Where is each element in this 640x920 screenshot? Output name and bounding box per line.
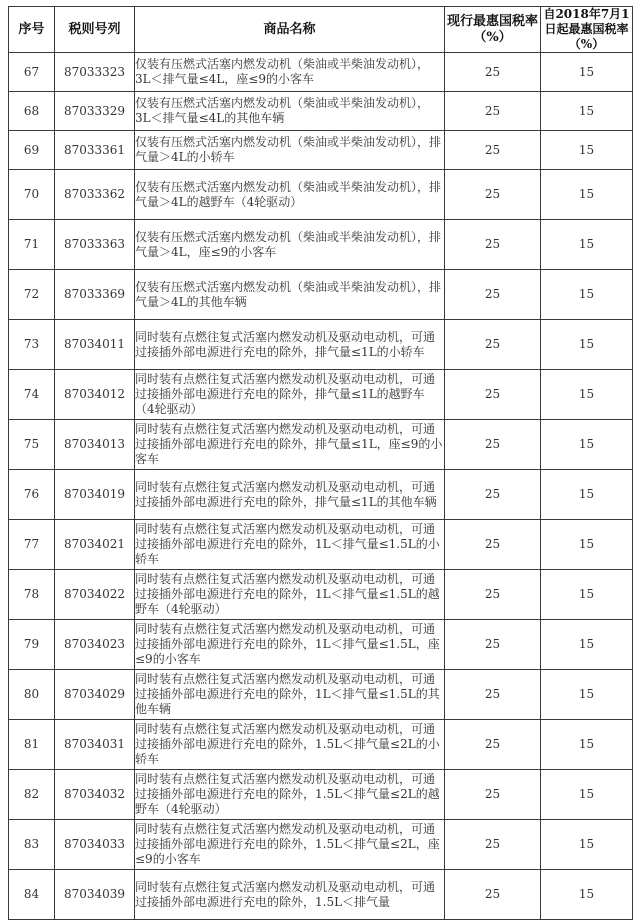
- row-name: 仅装有压燃式活塞内燃发动机（柴油或半柴油发动机），排气量＞4L的越野车（4轮驱动）: [135, 170, 445, 220]
- row-code: 87033362: [55, 170, 135, 220]
- header-no: 序号: [9, 7, 55, 53]
- row-name: 仅装有压燃式活塞内燃发动机（柴油或半柴油发动机），排气量＞4L，座≤9的小客车: [135, 220, 445, 270]
- row-code: 87033323: [55, 53, 135, 92]
- row-current-rate: 25: [445, 470, 541, 520]
- row-no: 72: [9, 270, 55, 320]
- row-new-rate: 15: [541, 620, 633, 670]
- row-code: 87034023: [55, 620, 135, 670]
- row-new-rate: 15: [541, 470, 633, 520]
- row-name: 同时装有点燃往复式活塞内燃发动机及驱动电动机，可通过接插外部电源进行充电的除外，1.5L＜排气量≤2L的越野车（4轮驱动）: [135, 770, 445, 820]
- row-code: 87034033: [55, 820, 135, 870]
- row-code: 87034013: [55, 420, 135, 470]
- row-name: 同时装有点燃往复式活塞内燃发动机及驱动电动机，可通过接插外部电源进行充电的除外，1L＜排气量≤1.5L的小轿车: [135, 520, 445, 570]
- header-new-rate: 自2018年7月1日起最惠国税率（%）: [541, 7, 633, 53]
- table-row: [9, 92, 633, 131]
- row-name: 同时装有点燃往复式活塞内燃发动机及驱动电动机，可通过接插外部电源进行充电的除外，排气量≤1L的小轿车: [135, 320, 445, 370]
- row-current-rate: 25: [445, 620, 541, 670]
- row-new-rate: 15: [541, 270, 633, 320]
- table-row: [9, 370, 633, 420]
- row-name: 同时装有点燃往复式活塞内燃发动机及驱动电动机，可通过接插外部电源进行充电的除外，1L＜排气量≤1.5L的越野车（4轮驱动）: [135, 570, 445, 620]
- row-new-rate: 15: [541, 720, 633, 770]
- row-code: 87034021: [55, 520, 135, 570]
- row-no: 68: [9, 92, 55, 131]
- row-code: 87034039: [55, 870, 135, 920]
- row-no: 74: [9, 370, 55, 420]
- table-row: [9, 720, 633, 770]
- row-code: 87033361: [55, 131, 135, 170]
- row-current-rate: 25: [445, 92, 541, 131]
- table-row: [9, 670, 633, 720]
- row-current-rate: 25: [445, 170, 541, 220]
- row-new-rate: 15: [541, 370, 633, 420]
- row-name: 同时装有点燃往复式活塞内燃发动机及驱动电动机，可通过接插外部电源进行充电的除外，1L＜排气量≤1.5L的其他车辆: [135, 670, 445, 720]
- row-name: 仅装有压燃式活塞内燃发动机（柴油或半柴油发动机），排气量＞4L的其他车辆: [135, 270, 445, 320]
- row-new-rate: 15: [541, 670, 633, 720]
- row-new-rate: 15: [541, 770, 633, 820]
- row-new-rate: 15: [541, 570, 633, 620]
- header-row: [9, 7, 633, 53]
- row-new-rate: 15: [541, 170, 633, 220]
- row-current-rate: 25: [445, 720, 541, 770]
- row-no: 82: [9, 770, 55, 820]
- row-name: 仅装有压燃式活塞内燃发动机（柴油或半柴油发动机），排气量＞4L的小轿车: [135, 131, 445, 170]
- row-code: 87033363: [55, 220, 135, 270]
- table-row: [9, 870, 633, 920]
- row-no: 71: [9, 220, 55, 270]
- row-code: 87033369: [55, 270, 135, 320]
- row-current-rate: 25: [445, 131, 541, 170]
- table-row: [9, 320, 633, 370]
- row-current-rate: 25: [445, 370, 541, 420]
- row-new-rate: 15: [541, 131, 633, 170]
- row-current-rate: 25: [445, 420, 541, 470]
- row-name: 同时装有点燃往复式活塞内燃发动机及驱动电动机，可通过接插外部电源进行充电的除外，排气量≤1L的其他车辆: [135, 470, 445, 520]
- row-new-rate: 15: [541, 53, 633, 92]
- row-no: 73: [9, 320, 55, 370]
- row-name: 同时装有点燃往复式活塞内燃发动机及驱动电动机，可通过接插外部电源进行充电的除外，排气量≤1L，座≤9的小客车: [135, 420, 445, 470]
- row-no: 69: [9, 131, 55, 170]
- row-current-rate: 25: [445, 53, 541, 92]
- row-current-rate: 25: [445, 820, 541, 870]
- row-name: 同时装有点燃往复式活塞内燃发动机及驱动电动机，可通过接插外部电源进行充电的除外，排气量≤1L的越野车（4轮驱动）: [135, 370, 445, 420]
- table-row: [9, 470, 633, 520]
- row-no: 75: [9, 420, 55, 470]
- header-code: 税则号列: [55, 7, 135, 53]
- table-row: [9, 570, 633, 620]
- table-row: [9, 131, 633, 170]
- row-new-rate: 15: [541, 92, 633, 131]
- table-row: [9, 420, 633, 470]
- row-new-rate: 15: [541, 420, 633, 470]
- table-row: [9, 770, 633, 820]
- table-row: [9, 820, 633, 870]
- row-no: 67: [9, 53, 55, 92]
- table-row: [9, 270, 633, 320]
- header-current-rate: 现行最惠国税率（%）: [445, 7, 541, 53]
- row-current-rate: 25: [445, 770, 541, 820]
- row-code: 87034011: [55, 320, 135, 370]
- row-name: 仅装有压燃式活塞内燃发动机（柴油或半柴油发动机），3L＜排气量≤4L的其他车辆: [135, 92, 445, 131]
- table-row: [9, 170, 633, 220]
- row-code: 87034012: [55, 370, 135, 420]
- table-row: [9, 520, 633, 570]
- row-no: 84: [9, 870, 55, 920]
- row-code: 87034022: [55, 570, 135, 620]
- row-name: 仅装有压燃式活塞内燃发动机（柴油或半柴油发动机），3L＜排气量≤4L，座≤9的小客车: [135, 53, 445, 92]
- row-code: 87034029: [55, 670, 135, 720]
- row-code: 87034031: [55, 720, 135, 770]
- row-current-rate: 25: [445, 220, 541, 270]
- row-name: 同时装有点燃往复式活塞内燃发动机及驱动电动机，可通过接插外部电源进行充电的除外，1L＜排气量≤1.5L，座≤9的小客车: [135, 620, 445, 670]
- table-row: [9, 220, 633, 270]
- row-no: 83: [9, 820, 55, 870]
- row-code: 87033329: [55, 92, 135, 131]
- row-code: 87034019: [55, 470, 135, 520]
- row-name: 同时装有点燃往复式活塞内燃发动机及驱动电动机，可通过接插外部电源进行充电的除外，1.5L＜排气量≤2L的小轿车: [135, 720, 445, 770]
- row-current-rate: 25: [445, 670, 541, 720]
- row-code: 87034032: [55, 770, 135, 820]
- row-new-rate: 15: [541, 220, 633, 270]
- row-new-rate: 15: [541, 820, 633, 870]
- row-current-rate: 25: [445, 520, 541, 570]
- row-no: 78: [9, 570, 55, 620]
- row-name: 同时装有点燃往复式活塞内燃发动机及驱动电动机，可通过接插外部电源进行充电的除外，1.5L＜排气量: [135, 870, 445, 920]
- row-no: 77: [9, 520, 55, 570]
- row-no: 79: [9, 620, 55, 670]
- row-no: 80: [9, 670, 55, 720]
- row-current-rate: 25: [445, 270, 541, 320]
- row-current-rate: 25: [445, 870, 541, 920]
- row-new-rate: 15: [541, 520, 633, 570]
- table-row: [9, 620, 633, 670]
- row-name: 同时装有点燃往复式活塞内燃发动机及驱动电动机，可通过接插外部电源进行充电的除外，1.5L＜排气量≤2L，座≤9的小客车: [135, 820, 445, 870]
- row-no: 70: [9, 170, 55, 220]
- row-new-rate: 15: [541, 870, 633, 920]
- tariff-table: [8, 6, 633, 920]
- row-no: 81: [9, 720, 55, 770]
- table-row: [9, 53, 633, 92]
- header-name: 商品名称: [135, 7, 445, 53]
- row-no: 76: [9, 470, 55, 520]
- row-current-rate: 25: [445, 320, 541, 370]
- row-new-rate: 15: [541, 320, 633, 370]
- row-current-rate: 25: [445, 570, 541, 620]
